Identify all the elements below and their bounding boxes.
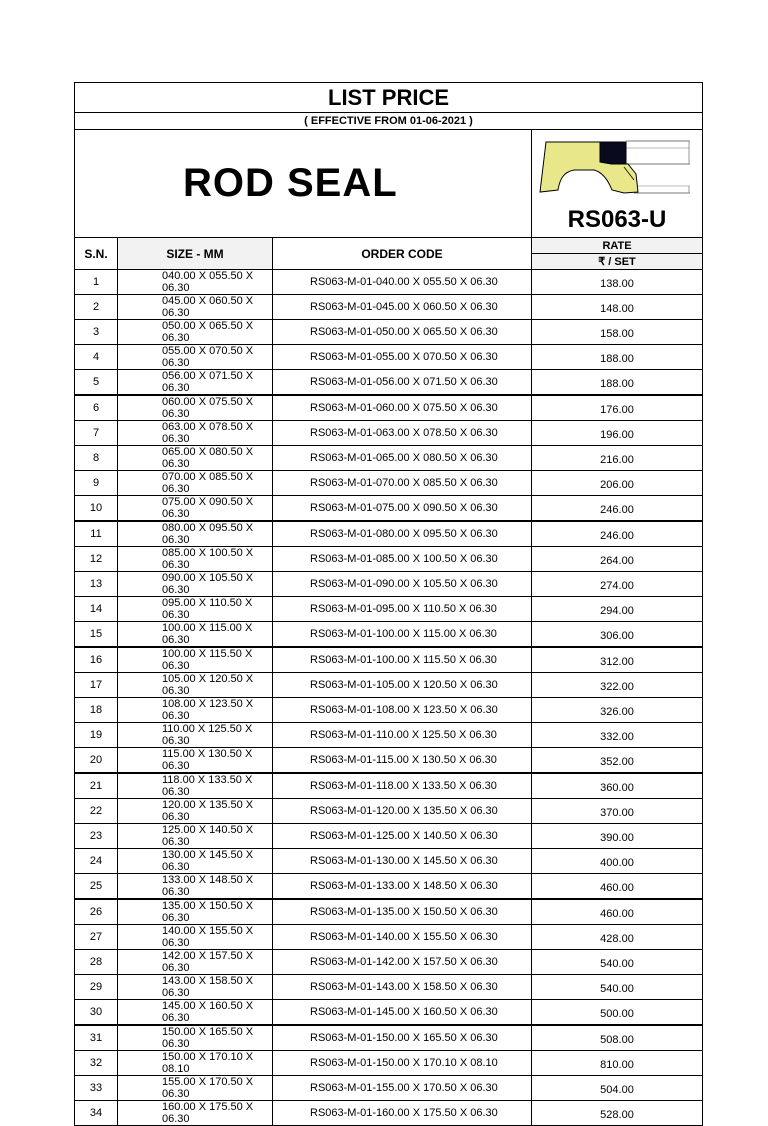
row-sn: 27 bbox=[75, 925, 118, 950]
row-sn: 32 bbox=[75, 1051, 118, 1076]
row-sn: 33 bbox=[75, 1076, 118, 1101]
row-sn: 10 bbox=[75, 496, 118, 522]
row-order-code: RS063-M-01-090.00 X 105.50 X 06.30 bbox=[273, 572, 532, 597]
row-size: 056.00 X 071.50 X 06.30 bbox=[118, 370, 273, 396]
row-order-code: RS063-M-01-143.00 X 158.50 X 06.30 bbox=[273, 975, 532, 1000]
table-row bbox=[75, 824, 703, 849]
row-order-code: RS063-M-01-060.00 X 075.50 X 06.30 bbox=[273, 395, 532, 421]
row-rate: 322.00 bbox=[532, 673, 703, 698]
table-row bbox=[75, 270, 703, 295]
row-sn: 6 bbox=[75, 395, 118, 421]
row-rate: 504.00 bbox=[532, 1076, 703, 1101]
product-image-cell bbox=[532, 130, 703, 238]
row-size: 118.00 X 133.50 X 06.30 bbox=[118, 773, 273, 799]
row-rate: 294.00 bbox=[532, 597, 703, 622]
row-order-code: RS063-M-01-100.00 X 115.00 X 06.30 bbox=[273, 622, 532, 648]
price-rows bbox=[75, 270, 703, 1126]
row-order-code: RS063-M-01-125.00 X 140.50 X 06.30 bbox=[273, 824, 532, 849]
row-sn: 15 bbox=[75, 622, 118, 648]
price-list-table bbox=[74, 82, 703, 1126]
row-size: 120.00 X 135.50 X 06.30 bbox=[118, 799, 273, 824]
row-order-code: RS063-M-01-050.00 X 065.50 X 06.30 bbox=[273, 320, 532, 345]
row-sn: 8 bbox=[75, 446, 118, 471]
product-code: RS063-U bbox=[567, 206, 667, 233]
table-row bbox=[75, 698, 703, 723]
row-rate: 326.00 bbox=[532, 698, 703, 723]
row-size: 140.00 X 155.50 X 06.30 bbox=[118, 925, 273, 950]
row-order-code: RS063-M-01-063.00 X 078.50 X 06.30 bbox=[273, 421, 532, 446]
row-order-code: RS063-M-01-155.00 X 170.50 X 06.30 bbox=[273, 1076, 532, 1101]
row-order-code: RS063-M-01-055.00 X 070.50 X 06.30 bbox=[273, 345, 532, 370]
row-order-code: RS063-M-01-118.00 X 133.50 X 06.30 bbox=[273, 773, 532, 799]
document-title: LIST PRICE bbox=[75, 83, 703, 113]
row-size: 055.00 X 070.50 X 06.30 bbox=[118, 345, 273, 370]
row-rate: 216.00 bbox=[532, 446, 703, 471]
table-row bbox=[75, 799, 703, 824]
table-row bbox=[75, 950, 703, 975]
row-order-code: RS063-M-01-085.00 X 100.50 X 06.30 bbox=[273, 547, 532, 572]
row-order-code: RS063-M-01-110.00 X 125.50 X 06.30 bbox=[273, 723, 532, 748]
row-size: 150.00 X 165.50 X 06.30 bbox=[118, 1025, 273, 1051]
row-size: 130.00 X 145.50 X 06.30 bbox=[118, 849, 273, 874]
table-row bbox=[75, 773, 703, 799]
row-rate: 246.00 bbox=[532, 521, 703, 547]
row-size: 060.00 X 075.50 X 06.30 bbox=[118, 395, 273, 421]
row-sn: 5 bbox=[75, 370, 118, 396]
column-header-order-code: ORDER CODE bbox=[273, 238, 532, 270]
row-size: 050.00 X 065.50 X 06.30 bbox=[118, 320, 273, 345]
row-sn: 23 bbox=[75, 824, 118, 849]
table-row bbox=[75, 925, 703, 950]
row-sn: 25 bbox=[75, 874, 118, 900]
table-row bbox=[75, 395, 703, 421]
row-rate: 390.00 bbox=[532, 824, 703, 849]
row-sn: 26 bbox=[75, 899, 118, 925]
row-order-code: RS063-M-01-075.00 X 090.50 X 06.30 bbox=[273, 496, 532, 522]
table-row bbox=[75, 647, 703, 673]
row-sn: 31 bbox=[75, 1025, 118, 1051]
row-size: 070.00 X 085.50 X 06.30 bbox=[118, 471, 273, 496]
row-order-code: RS063-M-01-056.00 X 071.50 X 06.30 bbox=[273, 370, 532, 396]
row-size: 040.00 X 055.50 X 06.30 bbox=[118, 270, 273, 295]
table-row bbox=[75, 547, 703, 572]
row-size: 142.00 X 157.50 X 06.30 bbox=[118, 950, 273, 975]
row-rate: 274.00 bbox=[532, 572, 703, 597]
row-rate: 428.00 bbox=[532, 925, 703, 950]
table-row bbox=[75, 521, 703, 547]
row-sn: 7 bbox=[75, 421, 118, 446]
row-sn: 12 bbox=[75, 547, 118, 572]
table-row bbox=[75, 975, 703, 1000]
row-order-code: RS063-M-01-142.00 X 157.50 X 06.30 bbox=[273, 950, 532, 975]
row-size: 065.00 X 080.50 X 06.30 bbox=[118, 446, 273, 471]
row-sn: 11 bbox=[75, 521, 118, 547]
row-order-code: RS063-M-01-065.00 X 080.50 X 06.30 bbox=[273, 446, 532, 471]
row-order-code: RS063-M-01-160.00 X 175.50 X 06.30 bbox=[273, 1101, 532, 1126]
seal-wiper-lip bbox=[600, 142, 626, 164]
row-rate: 352.00 bbox=[532, 748, 703, 774]
row-size: 095.00 X 110.50 X 06.30 bbox=[118, 597, 273, 622]
row-rate: 188.00 bbox=[532, 345, 703, 370]
table-row bbox=[75, 572, 703, 597]
column-header-size: SIZE - MM bbox=[118, 238, 273, 270]
row-size: 133.00 X 148.50 X 06.30 bbox=[118, 874, 273, 900]
table-row bbox=[75, 748, 703, 774]
row-rate: 360.00 bbox=[532, 773, 703, 799]
row-sn: 14 bbox=[75, 597, 118, 622]
row-size: 143.00 X 158.50 X 06.30 bbox=[118, 975, 273, 1000]
row-sn: 20 bbox=[75, 748, 118, 774]
row-sn: 1 bbox=[75, 270, 118, 295]
column-header-rate: RATE bbox=[532, 238, 703, 254]
column-header-sn: S.N. bbox=[75, 238, 118, 270]
row-sn: 9 bbox=[75, 471, 118, 496]
row-rate: 158.00 bbox=[532, 320, 703, 345]
row-order-code: RS063-M-01-070.00 X 085.50 X 06.30 bbox=[273, 471, 532, 496]
table-row bbox=[75, 496, 703, 522]
table-row bbox=[75, 1101, 703, 1126]
row-rate: 264.00 bbox=[532, 547, 703, 572]
row-size: 160.00 X 175.50 X 06.30 bbox=[118, 1101, 273, 1126]
table-row bbox=[75, 899, 703, 925]
row-rate: 528.00 bbox=[532, 1101, 703, 1126]
row-order-code: RS063-M-01-140.00 X 155.50 X 06.30 bbox=[273, 925, 532, 950]
row-order-code: RS063-M-01-133.00 X 148.50 X 06.30 bbox=[273, 874, 532, 900]
row-size: 110.00 X 125.50 X 06.30 bbox=[118, 723, 273, 748]
row-size: 100.00 X 115.00 X 06.30 bbox=[118, 622, 273, 648]
row-sn: 28 bbox=[75, 950, 118, 975]
row-rate: 400.00 bbox=[532, 849, 703, 874]
row-size: 135.00 X 150.50 X 06.30 bbox=[118, 899, 273, 925]
row-size: 108.00 X 123.50 X 06.30 bbox=[118, 698, 273, 723]
table-row bbox=[75, 849, 703, 874]
row-size: 045.00 X 060.50 X 06.30 bbox=[118, 295, 273, 320]
row-order-code: RS063-M-01-105.00 X 120.50 X 06.30 bbox=[273, 673, 532, 698]
table-row bbox=[75, 723, 703, 748]
row-size: 155.00 X 170.50 X 06.30 bbox=[118, 1076, 273, 1101]
row-rate: 138.00 bbox=[532, 270, 703, 295]
row-order-code: RS063-M-01-150.00 X 165.50 X 06.30 bbox=[273, 1025, 532, 1051]
table-row bbox=[75, 874, 703, 900]
row-order-code: RS063-M-01-108.00 X 123.50 X 06.30 bbox=[273, 698, 532, 723]
row-sn: 34 bbox=[75, 1101, 118, 1126]
row-rate: 508.00 bbox=[532, 1025, 703, 1051]
row-sn: 24 bbox=[75, 849, 118, 874]
row-rate: 810.00 bbox=[532, 1051, 703, 1076]
row-sn: 18 bbox=[75, 698, 118, 723]
row-rate: 176.00 bbox=[532, 395, 703, 421]
row-order-code: RS063-M-01-145.00 X 160.50 X 06.30 bbox=[273, 1000, 532, 1026]
row-rate: 312.00 bbox=[532, 647, 703, 673]
table-row bbox=[75, 320, 703, 345]
row-order-code: RS063-M-01-115.00 X 130.50 X 06.30 bbox=[273, 748, 532, 774]
row-order-code: RS063-M-01-045.00 X 060.50 X 06.30 bbox=[273, 295, 532, 320]
rod-seal-profile-image bbox=[538, 140, 694, 200]
row-rate: 540.00 bbox=[532, 950, 703, 975]
row-sn: 16 bbox=[75, 647, 118, 673]
row-size: 085.00 X 100.50 X 06.30 bbox=[118, 547, 273, 572]
row-sn: 19 bbox=[75, 723, 118, 748]
row-order-code: RS063-M-01-130.00 X 145.50 X 06.30 bbox=[273, 849, 532, 874]
row-order-code: RS063-M-01-080.00 X 095.50 X 06.30 bbox=[273, 521, 532, 547]
row-sn: 22 bbox=[75, 799, 118, 824]
row-order-code: RS063-M-01-100.00 X 115.50 X 06.30 bbox=[273, 647, 532, 673]
row-rate: 460.00 bbox=[532, 899, 703, 925]
row-sn: 4 bbox=[75, 345, 118, 370]
row-rate: 332.00 bbox=[532, 723, 703, 748]
row-rate: 306.00 bbox=[532, 622, 703, 648]
row-order-code: RS063-M-01-150.00 X 170.10 X 08.10 bbox=[273, 1051, 532, 1076]
row-size: 075.00 X 090.50 X 06.30 bbox=[118, 496, 273, 522]
product-name: ROD SEAL bbox=[183, 161, 398, 205]
row-sn: 2 bbox=[75, 295, 118, 320]
row-rate: 500.00 bbox=[532, 1000, 703, 1026]
row-sn: 21 bbox=[75, 773, 118, 799]
table-row bbox=[75, 1076, 703, 1101]
row-rate: 196.00 bbox=[532, 421, 703, 446]
row-order-code: RS063-M-01-095.00 X 110.50 X 06.30 bbox=[273, 597, 532, 622]
column-header-rate-unit: ₹ / SET bbox=[532, 254, 703, 270]
table-row bbox=[75, 471, 703, 496]
table-row bbox=[75, 446, 703, 471]
row-sn: 29 bbox=[75, 975, 118, 1000]
row-rate: 148.00 bbox=[532, 295, 703, 320]
row-rate: 206.00 bbox=[532, 471, 703, 496]
row-size: 105.00 X 120.50 X 06.30 bbox=[118, 673, 273, 698]
row-sn: 13 bbox=[75, 572, 118, 597]
table-row bbox=[75, 597, 703, 622]
row-size: 100.00 X 115.50 X 06.30 bbox=[118, 647, 273, 673]
product-title-cell bbox=[75, 130, 532, 238]
table-row bbox=[75, 1000, 703, 1026]
row-rate: 540.00 bbox=[532, 975, 703, 1000]
row-size: 150.00 X 170.10 X 08.10 bbox=[118, 1051, 273, 1076]
row-sn: 17 bbox=[75, 673, 118, 698]
row-order-code: RS063-M-01-135.00 X 150.50 X 06.30 bbox=[273, 899, 532, 925]
table-row bbox=[75, 295, 703, 320]
table-row bbox=[75, 673, 703, 698]
row-sn: 3 bbox=[75, 320, 118, 345]
row-size: 063.00 X 078.50 X 06.30 bbox=[118, 421, 273, 446]
table-row bbox=[75, 421, 703, 446]
table-row bbox=[75, 622, 703, 648]
row-size: 115.00 X 130.50 X 06.30 bbox=[118, 748, 273, 774]
row-sn: 30 bbox=[75, 1000, 118, 1026]
row-size: 080.00 X 095.50 X 06.30 bbox=[118, 521, 273, 547]
table-row bbox=[75, 370, 703, 396]
row-size: 145.00 X 160.50 X 06.30 bbox=[118, 1000, 273, 1026]
row-order-code: RS063-M-01-120.00 X 135.50 X 06.30 bbox=[273, 799, 532, 824]
row-order-code: RS063-M-01-040.00 X 055.50 X 06.30 bbox=[273, 270, 532, 295]
table-row bbox=[75, 1051, 703, 1076]
row-size: 125.00 X 140.50 X 06.30 bbox=[118, 824, 273, 849]
row-size: 090.00 X 105.50 X 06.30 bbox=[118, 572, 273, 597]
row-rate: 370.00 bbox=[532, 799, 703, 824]
table-row bbox=[75, 1025, 703, 1051]
price-list-sheet bbox=[74, 82, 702, 1126]
row-rate: 188.00 bbox=[532, 370, 703, 396]
row-rate: 460.00 bbox=[532, 874, 703, 900]
table-row bbox=[75, 345, 703, 370]
effective-date: ( EFFECTIVE FROM 01-06-2021 ) bbox=[75, 113, 703, 130]
row-rate: 246.00 bbox=[532, 496, 703, 522]
